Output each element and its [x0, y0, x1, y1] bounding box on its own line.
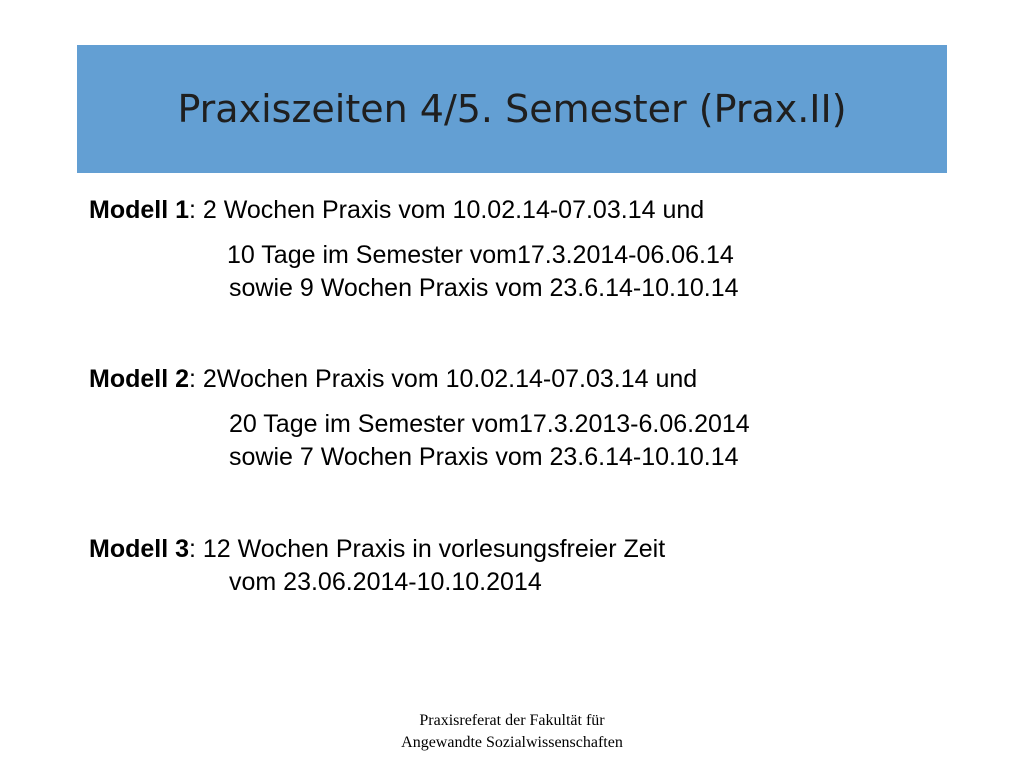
footer — [0, 710, 1024, 754]
model-2-line-2: 20 Tage im Semester vom17.3.2013-6.06.2014 — [229, 410, 750, 438]
footer-line-2: Angewandte Sozialwissenschaften — [401, 734, 623, 751]
title-bar — [77, 45, 947, 173]
model-2-line-1 — [89, 361, 697, 397]
model-2-line-3: sowie 7 Wochen Praxis vom 23.6.14-10.10.14 — [229, 443, 739, 471]
model-3-line-1 — [89, 531, 665, 567]
model-2-text: : 2Wochen Praxis vom 10.02.14-07.03.14 und — [189, 365, 698, 393]
slide-title: Praxiszeiten 4/5. Semester (Prax.II) — [177, 87, 847, 131]
model-1-label: Modell 1 — [89, 196, 190, 224]
model-3-line-2: vom 23.06.2014-10.10.2014 — [229, 568, 542, 596]
model-2-label: Modell 2 — [89, 365, 190, 393]
model-1-text: : 2 Wochen Praxis vom 10.02.14-07.03.14 und — [189, 196, 705, 224]
footer-line-1: Praxisreferat der Fakultät für — [419, 712, 605, 729]
model-1-line-2: 10 Tage im Semester vom17.3.2014-06.06.14 — [227, 241, 734, 269]
model-1-line-1 — [89, 192, 704, 228]
model-3-text: : 12 Wochen Praxis in vorlesungsfreier Zeit — [189, 535, 666, 563]
model-1-line-3: sowie 9 Wochen Praxis vom 23.6.14-10.10.14 — [229, 274, 739, 302]
model-3-label: Modell 3 — [89, 535, 190, 563]
